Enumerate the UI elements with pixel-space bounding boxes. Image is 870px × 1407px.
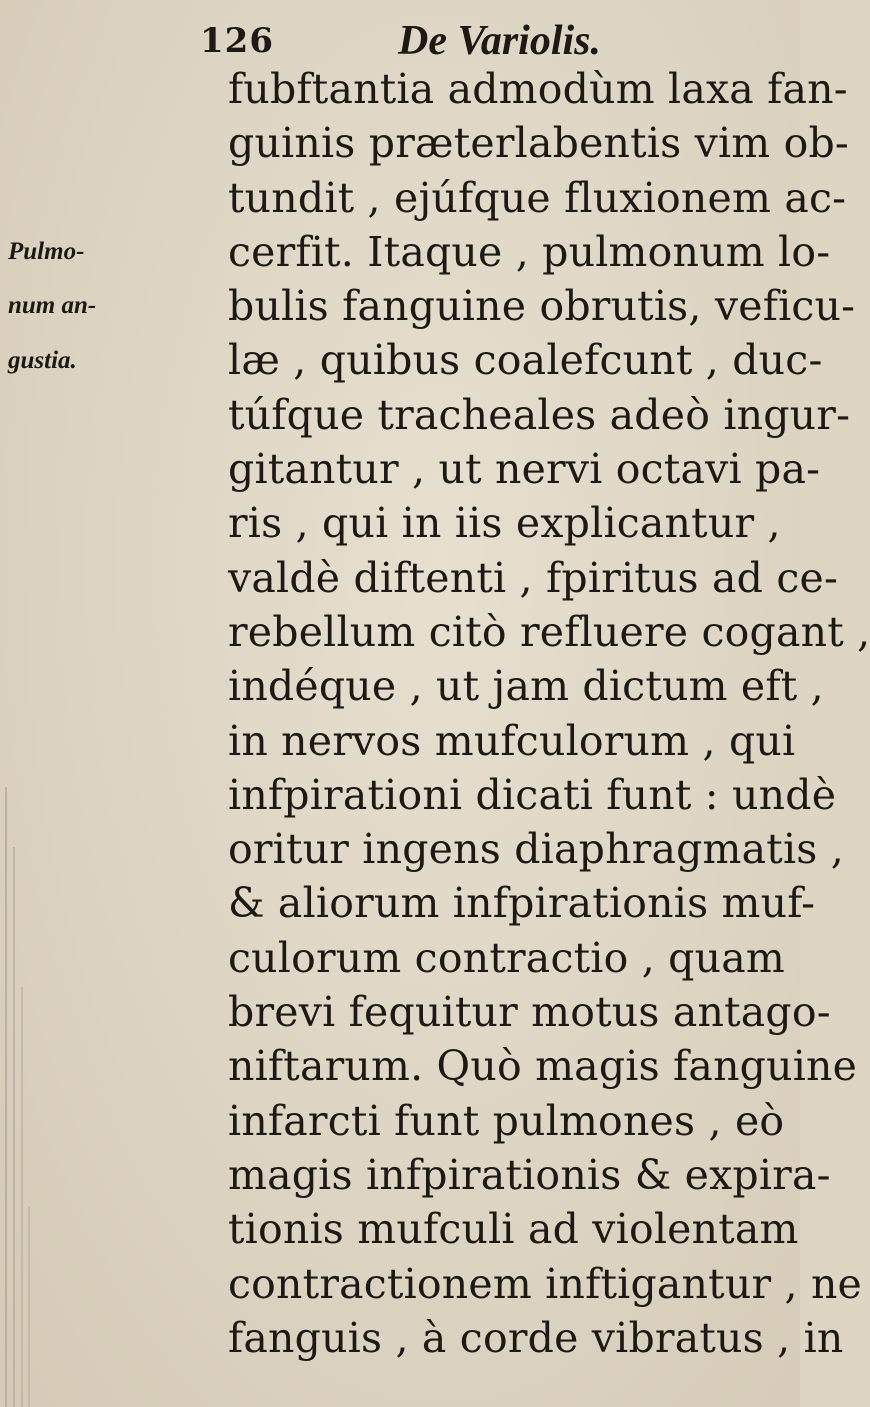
marginal-note-line: Pulmo- xyxy=(8,238,85,265)
marginal-note-line: num an- xyxy=(8,292,97,320)
text-line: túfque tracheales adeò ingur- xyxy=(228,390,851,439)
page-header xyxy=(200,16,700,66)
text-line: brevi fequitur motus antago- xyxy=(228,988,831,1037)
page-number: 126 xyxy=(200,21,274,61)
text-line: magis infpirationis & expira- xyxy=(228,1150,831,1199)
text-line: læ , quibus coalefcunt , duc- xyxy=(228,336,823,385)
text-line: niftarum. Quò magis fanguine xyxy=(228,1042,858,1091)
text-line: bulis fanguine obrutis, veficu- xyxy=(228,282,856,331)
text-line: & aliorum infpirationis muf- xyxy=(228,879,816,928)
text-line: infarcti funt pulmones , eò xyxy=(228,1096,785,1145)
text-line: culorum contractio , quam xyxy=(228,933,785,982)
text-line: gitantur , ut nervi octavi pa- xyxy=(228,445,821,494)
text-line: infpirationi dicati funt : undè xyxy=(228,770,837,819)
text-line: indéque , ut jam dictum eft , xyxy=(228,662,824,711)
text-line: tundit , ejúfque fluxionem ac- xyxy=(228,173,847,222)
marginal-note xyxy=(8,225,223,388)
text-line: cerfit. Itaque , pulmonum lo- xyxy=(228,227,831,276)
text-line: ris , qui in iis explicantur , xyxy=(228,499,781,548)
text-line: rebellum citò refluere cogant , xyxy=(228,607,870,656)
text-line: contractionem inftigantur , ne xyxy=(228,1259,863,1308)
text-line: tionis mufculi ad violentam xyxy=(228,1205,799,1254)
text-line: valdè diftenti , fpiritus ad ce- xyxy=(228,553,839,602)
text-line: in nervos mufculorum , qui xyxy=(228,716,796,765)
text-line: fanguis , à corde vibratus , in xyxy=(228,1313,844,1362)
body-text xyxy=(228,62,870,1365)
marginal-note-line: gustia. xyxy=(8,346,77,374)
text-line: oritur ingens diaphragmatis , xyxy=(228,825,844,874)
text-line: fubftantia admodùm laxa fan- xyxy=(228,65,848,113)
text-line: guinis præterlabentis vim ob- xyxy=(228,119,849,168)
page-edge-shadow xyxy=(0,787,34,1407)
running-title: De Variolis. xyxy=(398,18,602,64)
